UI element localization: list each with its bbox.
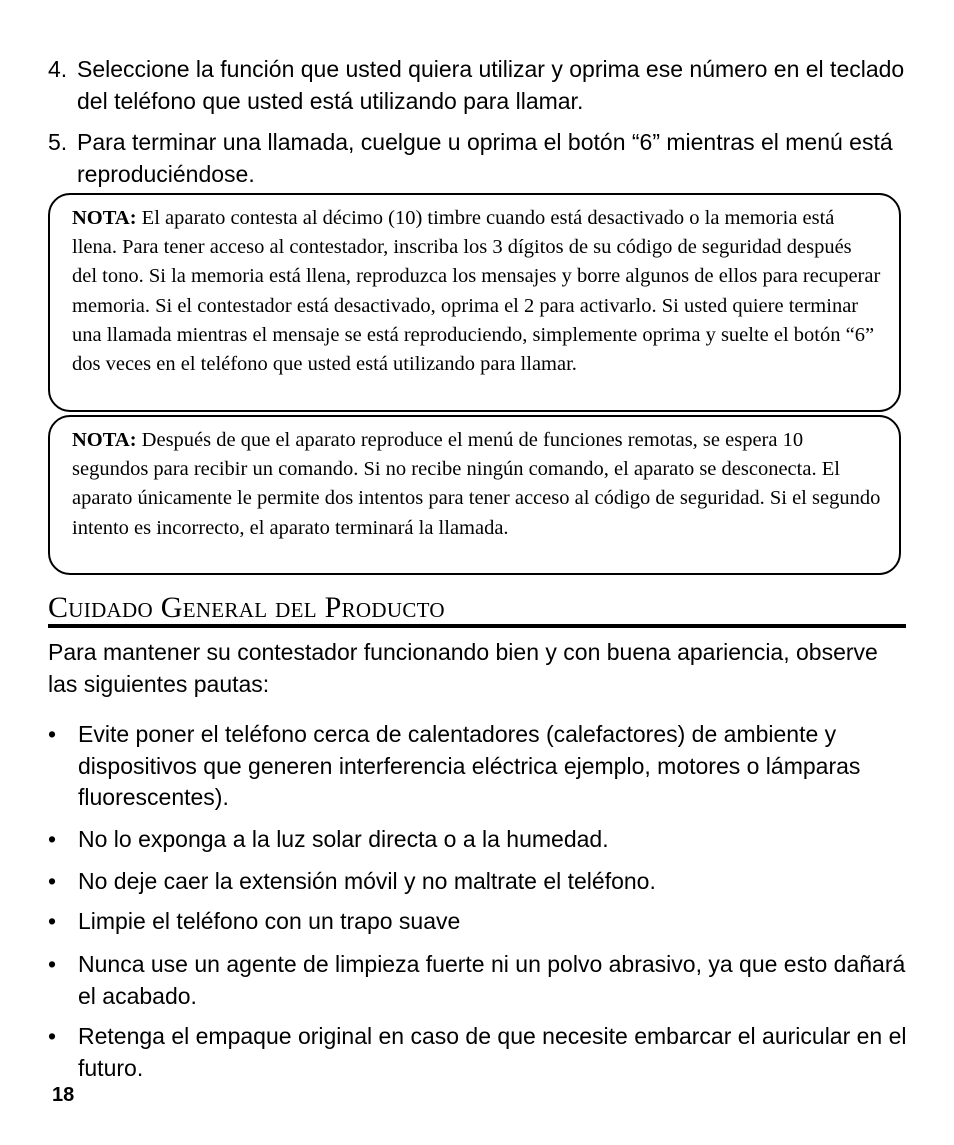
step-5 (48, 127, 908, 190)
section-heading: Cuidado General del Producto (48, 588, 906, 628)
step-number: 4. (48, 56, 68, 82)
bullet-dot: • (48, 1023, 57, 1049)
step-number: 5. (48, 129, 68, 155)
bullet-text: Retenga el empaque original en caso de que necesite embarcar el auricular en el futuro. (78, 1023, 907, 1081)
step-text: Seleccione la función que usted quiera utilizar y oprima ese número en el teclado del teléfono que usted está utilizando para llamar. (77, 56, 905, 114)
section-intro: Para mantener su contestador funcionando bien y con buena apariencia, observe las siguientes pautas: (48, 639, 878, 697)
bullet-item (48, 949, 908, 1012)
bullet-item (48, 719, 908, 814)
bullet-item (48, 1021, 908, 1084)
bullet-dot: • (48, 908, 57, 934)
bullet-dot: • (48, 868, 57, 894)
page-number: 18 (52, 1084, 75, 1106)
step-text: Para terminar una llamada, cuelgue u oprima el botón “6” mientras el menú está reproduciéndose. (77, 129, 893, 187)
bullet-item (48, 906, 908, 938)
note-box-2 (48, 415, 901, 575)
note-text: El aparato contesta al décimo (10) timbre cuando está desactivado o la memoria está llena. Para tener acceso al contestador, inscriba los 3 dígitos de su código de seguridad después del tono. Si la memoria está llena, reproduzca los mensajes y borre algunos de ellos para recuperar memoria. Si el contestador está desactivado, oprima el 2 para activarlo. Si usted quiere terminar una llamada mientras el mensaje se está reproduciendo, simplemente oprima y suelte el botón “6” dos veces en el teléfono que usted está utilizando para llamar. (72, 207, 881, 376)
bullet-dot: • (48, 721, 57, 747)
bullet-text: No deje caer la extensión móvil y no maltrate el teléfono. (78, 868, 656, 894)
bullet-dot: • (48, 826, 57, 852)
bullet-dot: • (48, 951, 57, 977)
bullet-text: Nunca use un agente de limpieza fuerte ni un polvo abrasivo, ya que esto dañará el acabado. (78, 951, 906, 1009)
bullet-text: Evite poner el teléfono cerca de calentadores (calefactores) de ambiente y dispositivos que generen interferencia eléctrica ejemplo, motores o lámparas fluorescentes). (78, 721, 861, 810)
bullet-text: No lo exponga a la luz solar directa o a la humedad. (78, 826, 609, 852)
bullet-item (48, 866, 908, 898)
note-label: NOTA: (72, 207, 137, 229)
note-text: Después de que el aparato reproduce el menú de funciones remotas, se espera 10 segundos para recibir un comando. Si no recibe ningún comando, el aparato se desconecta. El aparato únicamente le permite dos intentos para tener acceso al código de seguridad. Si el segundo intento es incorrecto, el aparato terminará la llamada. (72, 429, 881, 539)
step-4 (48, 54, 908, 117)
note-box-1 (48, 193, 901, 412)
note-label: NOTA: (72, 429, 137, 451)
bullet-text: Limpie el teléfono con un trapo suave (78, 908, 461, 934)
bullet-item (48, 824, 908, 856)
